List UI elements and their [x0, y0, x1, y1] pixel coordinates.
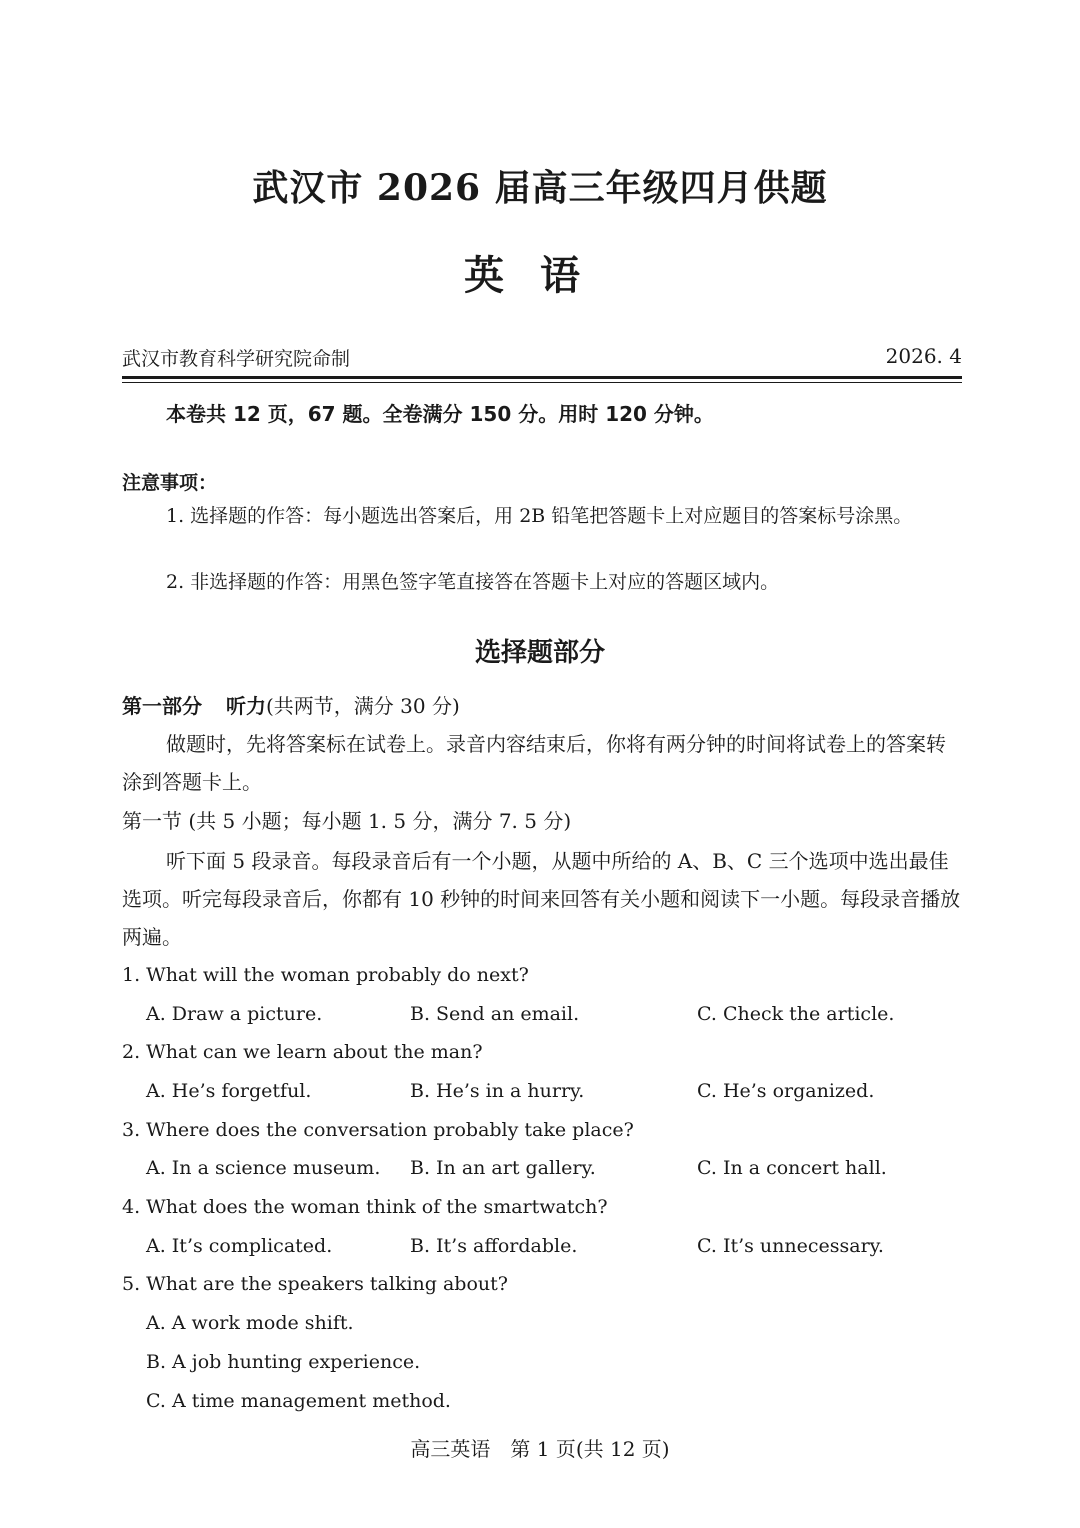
publisher: 武汉市教育科学研究院命制: [122, 348, 351, 370]
exam-date: 2026. 4: [885, 344, 962, 368]
question-3-stem: 3. Where does the conversation probably take place?: [122, 1119, 634, 1141]
page-footer: 高三英语 第 1 页(共 12 页): [410, 1437, 670, 1461]
header-rule-thin: [122, 382, 962, 383]
subject-title: 英语: [464, 253, 616, 299]
question-1-option-b: B. Send an email.: [410, 1003, 580, 1025]
note-item-2: 2. 非选择题的作答：用黑色签字笔直接答在答题卡上对应的答题区域内。: [166, 571, 780, 593]
question-2-stem: 2. What can we learn about the man?: [122, 1041, 483, 1063]
section1-heading: 第一节 (共 5 小题；每小题 1. 5 分，满分 7. 5 分): [122, 809, 572, 833]
part1-instruction: 做题时，先将答案标在试卷上。录音内容结束后，你将有两分钟的时间将试卷上的答案转涂到答题卡上。: [122, 732, 946, 794]
question-2-option-b: B. He’s in a hurry.: [410, 1080, 585, 1102]
question-1-stem: 1. What will the woman probably do next?: [122, 964, 529, 986]
part1-detail: (共两节，满分 30 分): [266, 694, 460, 718]
part1-title: 听力: [226, 694, 266, 718]
notes-title: 注意事项：: [122, 472, 218, 494]
question-5-stem: 5. What are the speakers talking about?: [122, 1273, 508, 1295]
part1-heading: [122, 690, 460, 719]
question-1-option-c: C. Check the article.: [697, 1003, 895, 1025]
question-2-option-a: A. He’s forgetful.: [146, 1080, 312, 1102]
question-3-option-a: A. In a science museum.: [146, 1157, 381, 1179]
section1-instruction: 听下面 5 段录音。每段录音后有一个小题，从题中所给的 A、B、C 三个选项中选出最佳选项。听完每段录音后，你都有 10 秒钟的时间来回答有关小题和阅读下一小题。每段录音播放两遍。: [122, 849, 961, 949]
question-4-stem: 4. What does the woman think of the smartwatch?: [122, 1196, 608, 1218]
question-3-option-c: C. In a concert hall.: [697, 1157, 887, 1179]
question-4-option-b: B. It’s affordable.: [410, 1235, 578, 1257]
question-3-option-b: B. In an art gallery.: [410, 1157, 596, 1179]
question-2-option-c: C. He’s organized.: [697, 1080, 875, 1102]
question-4-option-a: A. It’s complicated.: [146, 1235, 333, 1257]
question-5-option-b: B. A job hunting experience.: [146, 1351, 421, 1373]
header-rule-thick: [122, 376, 962, 379]
question-1-option-a: A. Draw a picture.: [146, 1003, 323, 1025]
section-heading: 选择题部分: [474, 638, 605, 668]
exam-intro: 本卷共 12 页，67 题。全卷满分 150 分。用时 120 分钟。: [166, 402, 714, 426]
exam-title: 武汉市 2026 届高三年级四月供题: [252, 167, 828, 209]
question-5-option-c: C. A time management method.: [146, 1390, 451, 1412]
question-5-option-a: A. A work mode shift.: [146, 1312, 354, 1334]
question-4-option-c: C. It’s unnecessary.: [697, 1235, 884, 1257]
part1-label: 第一部分: [122, 694, 202, 718]
note-item-1: 1. 选择题的作答：每小题选出答案后，用 2B 铅笔把答题卡上对应题目的答案标号涂黑。: [166, 505, 913, 527]
